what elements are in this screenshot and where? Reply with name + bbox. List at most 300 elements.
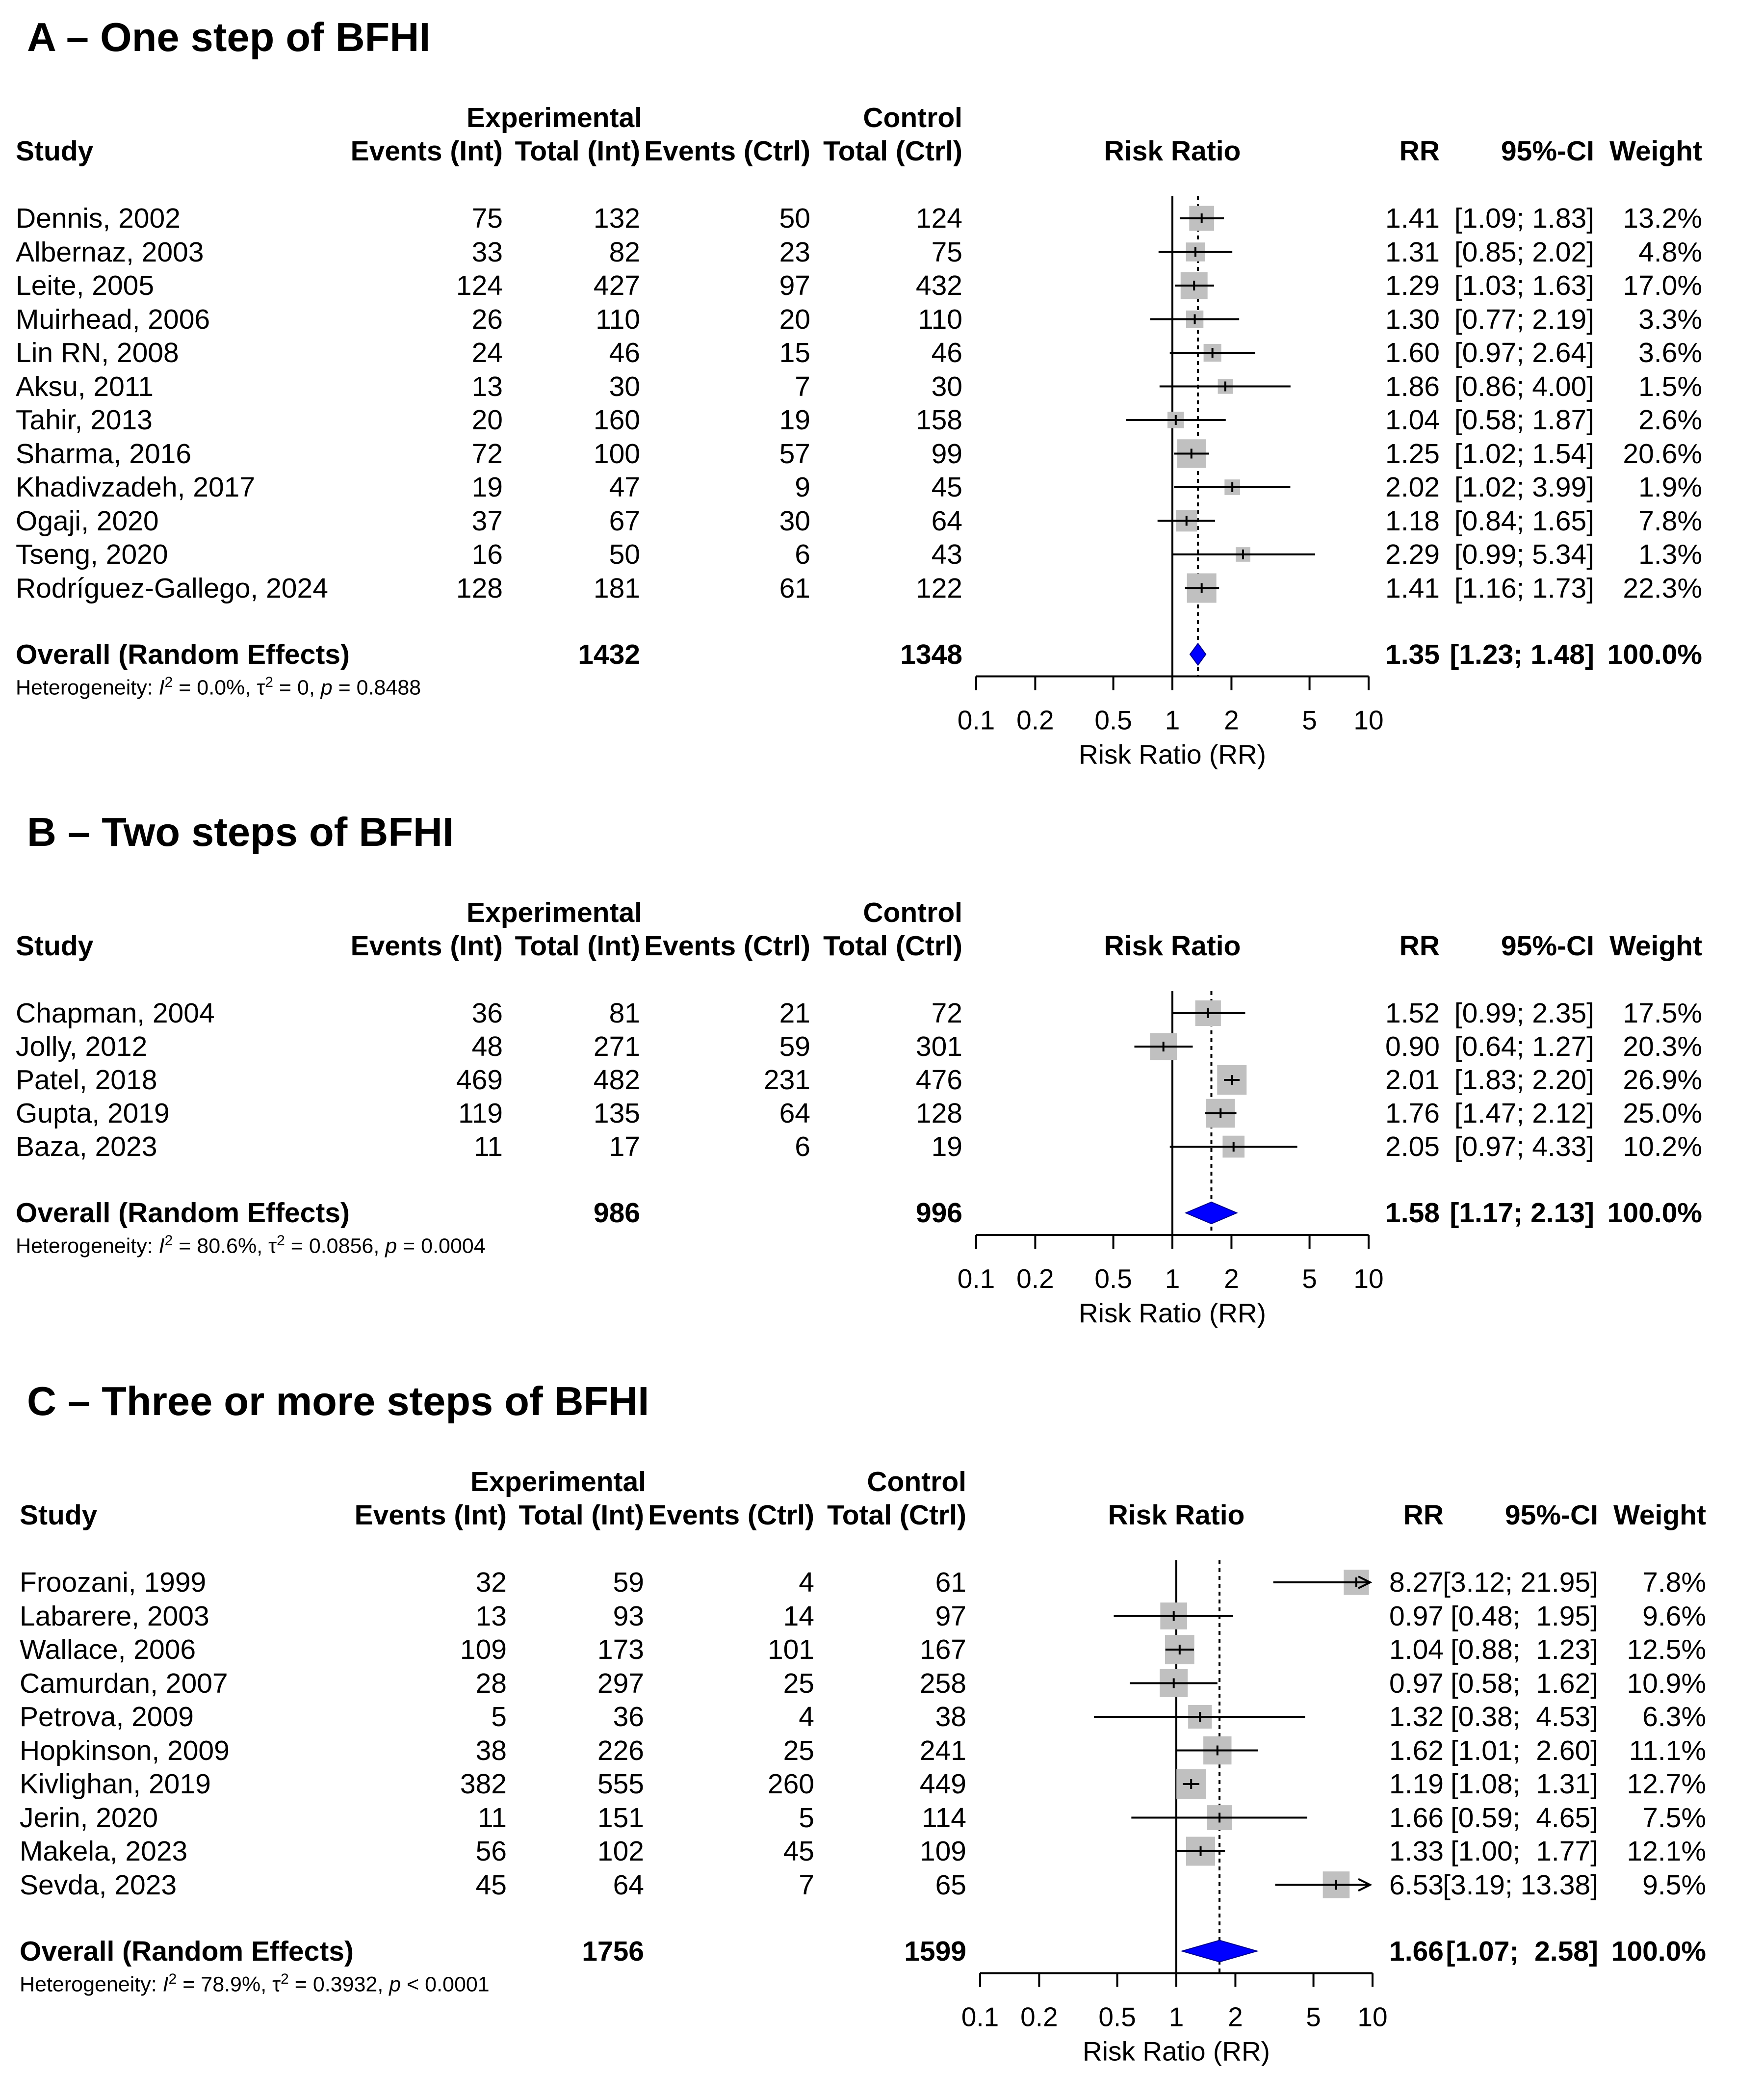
overall-ci: [1.07; 2.58] bbox=[1446, 1935, 1598, 1967]
study-name: Lin RN, 2008 bbox=[16, 337, 179, 368]
forest-panel-c: C – Three or more steps of BFHI Experimental Control Study Events (Int) Total (Int) Events (Ctrl) Total (Ctrl) Risk Ratio RR 95%-CI Weight Froozani, 1999 32 59 4 61 8.27 [3.12; 21.95] 7.8% Labarere, 2003 13 93 14 97 0.97 [0.48; 1.95] 9.6% Wallace, 2006 109 173 101 167 1.04 [0.88; 1.23] 12.5% Camurdan, 2007 28 297 25 258 0.97 [0.58; 1.62] 10.9% Petrova, 2009 5 36 4 38 1.32 [0.38; 4.53] 6.3% Hopkinson, 2009 38 226 25 241 1.62 [1.01; 2.60] 11.1% Kivlighan, 2019 382 555 260 449 1.19 [1.08; 1.31] 12.7% Jerin, 2020 11 151 5 114 1.66 [0.59; 4.65] 7.5% Makela, 2023 56 102 45 109 1.33 [1.00; 1.77] 12.1% Sevda, 2023 45 64 7 65 6.53 [3.19; 13.38] 9.5% Overall (Random Effects) 1756 1599 1.66 [1.07; 2.58] 100.0% Heterogeneity: $I^2 = 78.9\%$, $\tau^2 = 0.3932$, p < 0.0001 0.1 0.2 0.5 1 2 5 10 Risk Ratio (RR) bbox=[0, 1364, 1737, 2100]
events-int-cell: 28 bbox=[475, 1667, 507, 1699]
p-value: < 0.0001 bbox=[407, 1972, 490, 1996]
events-ctrl-cell: 231 bbox=[763, 1064, 810, 1096]
study-name: Camurdan, 2007 bbox=[20, 1667, 228, 1699]
header-rr: RR bbox=[1403, 1499, 1444, 1531]
header-total-int: Total (Int) bbox=[515, 930, 640, 962]
total-int-cell: 59 bbox=[613, 1567, 644, 1598]
x-tick-label: 1 bbox=[1168, 2001, 1184, 2032]
rr-cell: 1.25 bbox=[1385, 438, 1440, 470]
rr-cell: 1.30 bbox=[1385, 303, 1440, 335]
x-tick-label: 0.2 bbox=[1016, 705, 1054, 735]
total-ctrl-cell: 64 bbox=[931, 505, 962, 537]
total-ctrl-cell: 301 bbox=[915, 1031, 962, 1062]
ci-cell: [0.99; 5.34] bbox=[1454, 539, 1594, 570]
weight-cell: 1.5% bbox=[1638, 370, 1702, 402]
total-int-cell: 102 bbox=[597, 1836, 644, 1867]
overall-weight: 100.0% bbox=[1607, 638, 1702, 670]
weight-cell: 17.5% bbox=[1623, 998, 1702, 1029]
overall-rr: 1.66 bbox=[1389, 1935, 1444, 1967]
events-int-cell: 382 bbox=[460, 1768, 507, 1800]
rr-cell: 2.05 bbox=[1385, 1131, 1440, 1162]
total-ctrl-cell: 128 bbox=[915, 1098, 962, 1129]
events-ctrl-cell: 30 bbox=[779, 505, 810, 537]
x-axis-label: Risk Ratio (RR) bbox=[1079, 1298, 1266, 1328]
study-name: Tseng, 2020 bbox=[16, 539, 168, 570]
events-ctrl-cell: 25 bbox=[783, 1667, 814, 1699]
header-events-ctrl: Events (Ctrl) bbox=[644, 930, 810, 962]
total-ctrl-cell: 30 bbox=[931, 370, 962, 402]
total-ctrl-cell: 476 bbox=[915, 1064, 962, 1096]
events-ctrl-cell: 260 bbox=[767, 1768, 814, 1800]
events-ctrl-cell: 14 bbox=[783, 1600, 814, 1632]
header-events-int: Events (Int) bbox=[350, 930, 503, 962]
events-int-cell: 45 bbox=[475, 1869, 507, 1901]
ci-cell: [1.01; 2.60] bbox=[1450, 1734, 1598, 1766]
i2-value: 78.9% bbox=[201, 1972, 261, 1996]
total-int-cell: 46 bbox=[609, 337, 640, 368]
header-total-ctrl: Total (Ctrl) bbox=[827, 1499, 966, 1531]
events-ctrl-cell: 64 bbox=[779, 1098, 810, 1129]
total-ctrl-cell: 114 bbox=[922, 1802, 966, 1834]
header-events-int: Events (Int) bbox=[354, 1499, 507, 1531]
header-weight: Weight bbox=[1609, 135, 1702, 167]
total-int-cell: 297 bbox=[597, 1667, 644, 1699]
x-tick-label: 2 bbox=[1228, 2001, 1243, 2032]
events-ctrl-cell: 97 bbox=[779, 270, 810, 301]
rr-cell: 1.86 bbox=[1385, 370, 1440, 402]
events-ctrl-cell: 57 bbox=[779, 438, 810, 470]
total-int-cell: 181 bbox=[593, 572, 640, 604]
ci-cell: [1.00; 1.77] bbox=[1450, 1836, 1598, 1867]
heterogeneity-text: Heterogeneity: $I^2 = 80.6\%$, $\tau^2 = 0.0856$, p = 0.0004 bbox=[16, 1233, 486, 1258]
study-name: Makela, 2023 bbox=[20, 1836, 188, 1867]
rr-cell: 1.62 bbox=[1389, 1734, 1444, 1766]
i2-value: 0.0% bbox=[197, 675, 245, 699]
events-int-cell: 20 bbox=[471, 404, 503, 436]
ci-cell: [0.48; 1.95] bbox=[1450, 1600, 1598, 1632]
weight-cell: 3.3% bbox=[1638, 303, 1702, 335]
events-ctrl-cell: 7 bbox=[795, 370, 810, 402]
total-int-cell: 36 bbox=[613, 1701, 644, 1732]
heterogeneity-text: Heterogeneity: $I^2 = 0.0\%$, $\tau^2 = 0$, p = 0.8488 bbox=[16, 674, 421, 699]
header-weight: Weight bbox=[1609, 930, 1702, 962]
study-name: Jerin, 2020 bbox=[20, 1802, 158, 1834]
total-int-cell: 135 bbox=[593, 1098, 640, 1129]
header-ci: 95%-CI bbox=[1501, 930, 1594, 962]
x-axis-label: Risk Ratio (RR) bbox=[1079, 739, 1266, 770]
weight-cell: 1.9% bbox=[1638, 472, 1702, 503]
events-int-cell: 124 bbox=[456, 270, 503, 301]
total-int-cell: 110 bbox=[596, 303, 640, 335]
study-name: Muirhead, 2006 bbox=[16, 303, 210, 335]
total-int-cell: 64 bbox=[613, 1869, 644, 1901]
events-ctrl-cell: 25 bbox=[783, 1734, 814, 1766]
ci-cell: [0.86; 4.00] bbox=[1454, 370, 1594, 402]
total-ctrl-cell: 158 bbox=[915, 404, 962, 436]
study-name: Labarere, 2003 bbox=[20, 1600, 209, 1632]
header-rr: RR bbox=[1399, 930, 1440, 962]
events-int-cell: 33 bbox=[471, 236, 503, 268]
overall-total-int: 986 bbox=[593, 1197, 640, 1229]
weight-cell: 3.6% bbox=[1638, 337, 1702, 368]
rr-cell: 1.41 bbox=[1385, 572, 1440, 604]
total-ctrl-cell: 109 bbox=[919, 1836, 966, 1867]
events-int-cell: 469 bbox=[456, 1064, 503, 1096]
forest-panel-a: A – One step of BFHI Experimental Control Study Events (Int) Total (Int) Events (Ctrl) Total (Ctrl) Risk Ratio RR 95%-CI Weight Dennis, 2002 75 132 50 124 1.41 [1.09; 1.83] 13.2% Albernaz, 2003 33 82 23 75 1.31 [0.85; 2.02] 4.8% Leite, 2005 124 427 97 432 1.29 [1.03; 1.63] 17.0% Muirhead, 2006 26 110 20 110 1.30 [0.77; 2.19] 3.3% Lin RN, 2008 24 46 15 46 1.60 [0.97; 2.64] 3.6% Aksu, 2011 13 30 7 30 1.86 [0.86; 4.00] 1.5% Tahir, 2013 20 160 19 158 1.04 [0.58; 1.87] 2.6% Sharma, 2016 72 100 57 99 1.25 [1.02; 1.54] 20.6% Khadivzadeh, 2017 19 47 9 45 2.02 [1.02; 3.99] 1.9% Ogaji, 2020 37 67 30 64 1.18 [0.84; 1.65] 7.8% Tseng, 2020 16 50 6 43 2.29 [0.99; 5.34] 1.3% Rodríguez-Gallego, 2024 128 181 61 122 1.41 [1.16; 1.73] 22.3% Overall (Random Effects) 1432 1348 1.35 [1.23; 1.48] 100.0% Heterogeneity: $I^2 = 0.0\%$, $\tau^2 = 0$, p = 0.8488 0.1 0.2 0.5 1 2 5 10 Risk Ratio (RR) bbox=[0, 0, 1737, 736]
total-ctrl-cell: 241 bbox=[919, 1734, 966, 1766]
weight-cell: 22.3% bbox=[1623, 572, 1702, 604]
ci-cell: [1.09; 1.83] bbox=[1454, 203, 1594, 234]
rr-cell: 2.29 bbox=[1385, 539, 1440, 570]
rr-cell: 1.33 bbox=[1389, 1836, 1444, 1867]
rr-cell: 2.01 bbox=[1385, 1064, 1440, 1096]
weight-cell: 12.7% bbox=[1627, 1768, 1706, 1800]
study-name: Kivlighan, 2019 bbox=[20, 1768, 211, 1800]
ci-cell: [1.08; 1.31] bbox=[1450, 1768, 1598, 1800]
study-name: Leite, 2005 bbox=[16, 270, 155, 301]
forest-panel-b: B – Two steps of BFHI Experimental Control Study Events (Int) Total (Int) Events (Ctrl) Total (Ctrl) Risk Ratio RR 95%-CI Weight Chapman, 2004 36 81 21 72 1.52 [0.99; 2.35] 17.5% Jolly, 2012 48 271 59 301 0.90 [0.64; 1.27] 20.3% Patel, 2018 469 482 231 476 2.01 [1.83; 2.20] 26.9% Gupta, 2019 119 135 64 128 1.76 [1.47; 2.12] 25.0% Baza, 2023 11 17 6 19 2.05 [0.97; 4.33] 10.2% Overall (Random Effects) 986 996 1.58 [1.17; 2.13] 100.0% Heterogeneity: $I^2 = 80.6\%$, $\tau^2 = 0.0856$, p = 0.0004 0.1 0.2 0.5 1 2 5 10 Risk Ratio (RR) bbox=[0, 795, 1737, 1531]
header-ci: 95%-CI bbox=[1501, 135, 1594, 167]
ci-cell: [0.99; 2.35] bbox=[1454, 998, 1594, 1029]
study-name: Jolly, 2012 bbox=[16, 1031, 148, 1062]
total-int-cell: 81 bbox=[609, 998, 640, 1029]
study-name: Sharma, 2016 bbox=[16, 438, 192, 470]
overall-diamond bbox=[1190, 644, 1206, 665]
ci-cell: [0.97; 2.64] bbox=[1454, 337, 1594, 368]
total-ctrl-cell: 19 bbox=[931, 1131, 962, 1162]
total-ctrl-cell: 432 bbox=[915, 270, 962, 301]
events-int-cell: 32 bbox=[475, 1567, 507, 1598]
rr-cell: 1.66 bbox=[1389, 1802, 1444, 1834]
ci-cell: [3.19; 13.38] bbox=[1443, 1869, 1598, 1901]
tau2-value: 0.3932 bbox=[312, 1972, 378, 1996]
x-tick-label: 0.2 bbox=[1016, 1263, 1054, 1294]
ci-cell: [1.16; 1.73] bbox=[1454, 572, 1594, 604]
overall-total-ctrl: 1599 bbox=[904, 1935, 966, 1967]
weight-cell: 9.6% bbox=[1642, 1600, 1706, 1632]
total-int-cell: 132 bbox=[593, 203, 640, 234]
x-tick-label: 0.5 bbox=[1094, 705, 1132, 735]
overall-total-int: 1432 bbox=[578, 638, 640, 670]
header-total-ctrl: Total (Ctrl) bbox=[823, 135, 962, 167]
ci-cell: [0.38; 4.53] bbox=[1450, 1701, 1598, 1732]
total-ctrl-cell: 449 bbox=[919, 1768, 966, 1800]
events-int-cell: 11 bbox=[477, 1802, 507, 1834]
total-ctrl-cell: 43 bbox=[931, 539, 962, 570]
header-control: Control bbox=[867, 1466, 966, 1497]
total-int-cell: 173 bbox=[597, 1634, 644, 1665]
header-events-ctrl: Events (Ctrl) bbox=[644, 135, 810, 167]
events-int-cell: 38 bbox=[475, 1734, 507, 1766]
header-study: Study bbox=[20, 1499, 98, 1531]
events-int-cell: 19 bbox=[471, 472, 503, 503]
ci-cell: [0.97; 4.33] bbox=[1454, 1131, 1594, 1162]
events-int-cell: 5 bbox=[491, 1701, 507, 1732]
study-name: Rodríguez-Gallego, 2024 bbox=[16, 572, 328, 604]
events-ctrl-cell: 19 bbox=[779, 404, 810, 436]
heterogeneity-text: Heterogeneity: $I^2 = 78.9\%$, $\tau^2 = 0.3932$, p < 0.0001 bbox=[20, 1970, 490, 1996]
total-int-cell: 555 bbox=[597, 1768, 644, 1800]
total-int-cell: 82 bbox=[609, 236, 640, 268]
rr-cell: 1.18 bbox=[1385, 505, 1440, 537]
x-tick-label: 2 bbox=[1224, 1263, 1239, 1294]
header-ci: 95%-CI bbox=[1504, 1499, 1598, 1531]
total-int-cell: 93 bbox=[613, 1600, 644, 1632]
ci-cell: [1.03; 1.63] bbox=[1454, 270, 1594, 301]
rr-cell: 1.52 bbox=[1385, 998, 1440, 1029]
ci-cell: [1.47; 2.12] bbox=[1454, 1098, 1594, 1129]
rr-cell: 1.04 bbox=[1385, 404, 1440, 436]
overall-label: Overall (Random Effects) bbox=[20, 1935, 354, 1967]
events-ctrl-cell: 50 bbox=[779, 203, 810, 234]
total-ctrl-cell: 75 bbox=[931, 236, 962, 268]
events-int-cell: 13 bbox=[475, 1600, 507, 1632]
weight-cell: 10.2% bbox=[1623, 1131, 1702, 1162]
ci-cell: [3.12; 21.95] bbox=[1443, 1567, 1598, 1598]
study-name: Froozani, 1999 bbox=[20, 1567, 207, 1598]
ci-cell: [1.02; 1.54] bbox=[1454, 438, 1594, 470]
header-study: Study bbox=[16, 135, 94, 167]
events-ctrl-cell: 9 bbox=[795, 472, 810, 503]
events-ctrl-cell: 6 bbox=[795, 1131, 810, 1162]
x-tick-label: 0.1 bbox=[961, 2001, 999, 2032]
events-int-cell: 24 bbox=[471, 337, 503, 368]
p-value: = 0.8488 bbox=[338, 675, 421, 699]
total-ctrl-cell: 167 bbox=[919, 1634, 966, 1665]
p-value: = 0.0004 bbox=[403, 1234, 486, 1258]
rr-cell: 1.29 bbox=[1385, 270, 1440, 301]
x-tick-label: 1 bbox=[1165, 1263, 1180, 1294]
weight-cell: 12.5% bbox=[1627, 1634, 1706, 1665]
weight-cell: 12.1% bbox=[1627, 1836, 1706, 1867]
total-ctrl-cell: 45 bbox=[931, 472, 962, 503]
total-int-cell: 151 bbox=[597, 1802, 644, 1834]
events-ctrl-cell: 5 bbox=[799, 1802, 814, 1834]
x-tick-label: 0.5 bbox=[1094, 1263, 1132, 1294]
rr-cell: 0.97 bbox=[1389, 1600, 1444, 1632]
study-name: Petrova, 2009 bbox=[20, 1701, 194, 1732]
study-name: Patel, 2018 bbox=[16, 1064, 157, 1096]
overall-label: Overall (Random Effects) bbox=[16, 638, 350, 670]
events-int-cell: 11 bbox=[473, 1131, 503, 1162]
study-name: Khadivzadeh, 2017 bbox=[16, 472, 256, 503]
events-int-cell: 13 bbox=[471, 370, 503, 402]
events-int-cell: 72 bbox=[471, 438, 503, 470]
header-events-ctrl: Events (Ctrl) bbox=[648, 1499, 814, 1531]
x-tick-label: 5 bbox=[1302, 705, 1317, 735]
total-int-cell: 160 bbox=[593, 404, 640, 436]
study-name: Tahir, 2013 bbox=[16, 404, 153, 436]
total-ctrl-cell: 61 bbox=[935, 1567, 966, 1598]
x-tick-label: 0.1 bbox=[957, 705, 995, 735]
weight-cell: 7.5% bbox=[1642, 1802, 1706, 1834]
tau2-value: 0 bbox=[297, 675, 309, 699]
events-int-cell: 26 bbox=[471, 303, 503, 335]
total-ctrl-cell: 110 bbox=[918, 303, 962, 335]
events-int-cell: 16 bbox=[471, 539, 503, 570]
total-int-cell: 17 bbox=[609, 1131, 640, 1162]
weight-cell: 17.0% bbox=[1623, 270, 1702, 301]
total-int-cell: 482 bbox=[593, 1064, 640, 1096]
x-tick-label: 10 bbox=[1353, 705, 1384, 735]
x-tick-label: 10 bbox=[1353, 1263, 1384, 1294]
events-int-cell: 48 bbox=[471, 1031, 503, 1062]
overall-rr: 1.58 bbox=[1385, 1197, 1440, 1229]
events-int-cell: 119 bbox=[458, 1098, 503, 1129]
events-ctrl-cell: 23 bbox=[779, 236, 810, 268]
i2-value: 80.6% bbox=[197, 1234, 257, 1258]
study-name: Ogaji, 2020 bbox=[16, 505, 159, 537]
ci-cell: [0.59; 4.65] bbox=[1450, 1802, 1598, 1834]
header-weight: Weight bbox=[1613, 1499, 1706, 1531]
events-int-cell: 37 bbox=[471, 505, 503, 537]
header-events-int: Events (Int) bbox=[350, 135, 503, 167]
overall-diamond bbox=[1186, 1202, 1237, 1224]
weight-cell: 13.2% bbox=[1623, 203, 1702, 234]
weight-cell: 7.8% bbox=[1642, 1567, 1706, 1598]
study-name: Hopkinson, 2009 bbox=[20, 1734, 230, 1766]
study-name: Wallace, 2006 bbox=[20, 1634, 196, 1665]
tau2-value: 0.0856 bbox=[309, 1234, 374, 1258]
events-int-cell: 75 bbox=[471, 203, 503, 234]
header-total-int: Total (Int) bbox=[515, 135, 640, 167]
x-axis-label: Risk Ratio (RR) bbox=[1083, 2036, 1270, 2067]
total-ctrl-cell: 72 bbox=[931, 998, 962, 1029]
study-name: Albernaz, 2003 bbox=[16, 236, 204, 268]
total-int-cell: 226 bbox=[597, 1734, 644, 1766]
weight-cell: 11.1% bbox=[1629, 1734, 1706, 1766]
total-ctrl-cell: 38 bbox=[935, 1701, 966, 1732]
ci-cell: [0.85; 2.02] bbox=[1454, 236, 1594, 268]
header-study: Study bbox=[16, 930, 94, 962]
panel-title: B – Two steps of BFHI bbox=[27, 809, 454, 855]
study-name: Dennis, 2002 bbox=[16, 203, 181, 234]
events-int-cell: 36 bbox=[471, 998, 503, 1029]
weight-cell: 2.6% bbox=[1638, 404, 1702, 436]
header-control: Control bbox=[863, 102, 962, 133]
ci-cell: [0.88; 1.23] bbox=[1450, 1634, 1598, 1665]
total-ctrl-cell: 122 bbox=[915, 572, 962, 604]
events-ctrl-cell: 45 bbox=[783, 1836, 814, 1867]
overall-weight: 100.0% bbox=[1607, 1197, 1702, 1229]
events-int-cell: 56 bbox=[475, 1836, 507, 1867]
x-tick-label: 0.5 bbox=[1098, 2001, 1136, 2032]
study-name: Baza, 2023 bbox=[16, 1131, 157, 1162]
header-total-ctrl: Total (Ctrl) bbox=[823, 930, 962, 962]
ci-cell: [0.84; 1.65] bbox=[1454, 505, 1594, 537]
ci-cell: [1.83; 2.20] bbox=[1454, 1064, 1594, 1096]
forest-plot-area bbox=[0, 1364, 1737, 2100]
weight-cell: 7.8% bbox=[1638, 505, 1702, 537]
ci-cell: [1.02; 3.99] bbox=[1454, 472, 1594, 503]
overall-diamond bbox=[1182, 1941, 1257, 1962]
rr-cell: 1.19 bbox=[1389, 1768, 1444, 1800]
events-ctrl-cell: 21 bbox=[779, 998, 810, 1029]
weight-cell: 1.3% bbox=[1638, 539, 1702, 570]
header-control: Control bbox=[863, 897, 962, 928]
rr-cell: 1.41 bbox=[1385, 203, 1440, 234]
rr-cell: 1.76 bbox=[1385, 1098, 1440, 1129]
weight-cell: 4.8% bbox=[1638, 236, 1702, 268]
forest-plot-area bbox=[0, 0, 1737, 770]
weight-cell: 26.9% bbox=[1623, 1064, 1702, 1096]
total-ctrl-cell: 46 bbox=[931, 337, 962, 368]
events-ctrl-cell: 101 bbox=[767, 1634, 814, 1665]
rr-cell: 1.60 bbox=[1385, 337, 1440, 368]
rr-cell: 1.31 bbox=[1385, 236, 1440, 268]
study-name: Chapman, 2004 bbox=[16, 998, 215, 1029]
rr-cell: 6.53 bbox=[1389, 1869, 1444, 1901]
ci-cell: [0.64; 1.27] bbox=[1454, 1031, 1594, 1062]
total-int-cell: 30 bbox=[609, 370, 640, 402]
total-int-cell: 100 bbox=[593, 438, 640, 470]
total-int-cell: 47 bbox=[609, 472, 640, 503]
weight-cell: 20.6% bbox=[1623, 438, 1702, 470]
x-tick-label: 0.1 bbox=[957, 1263, 995, 1294]
total-ctrl-cell: 258 bbox=[919, 1667, 966, 1699]
overall-label: Overall (Random Effects) bbox=[16, 1197, 350, 1229]
study-name: Gupta, 2019 bbox=[16, 1098, 170, 1129]
rr-cell: 0.90 bbox=[1385, 1031, 1440, 1062]
overall-ci: [1.23; 1.48] bbox=[1450, 638, 1594, 670]
events-ctrl-cell: 7 bbox=[799, 1869, 814, 1901]
x-tick-label: 10 bbox=[1357, 2001, 1388, 2032]
ci-cell: [0.58; 1.87] bbox=[1454, 404, 1594, 436]
events-ctrl-cell: 6 bbox=[795, 539, 810, 570]
events-ctrl-cell: 4 bbox=[799, 1567, 814, 1598]
total-int-cell: 50 bbox=[609, 539, 640, 570]
total-ctrl-cell: 99 bbox=[931, 438, 962, 470]
total-ctrl-cell: 124 bbox=[915, 203, 962, 234]
rr-cell: 1.32 bbox=[1389, 1701, 1444, 1732]
overall-rr: 1.35 bbox=[1385, 638, 1440, 670]
study-name: Sevda, 2023 bbox=[20, 1869, 177, 1901]
overall-ci: [1.17; 2.13] bbox=[1450, 1197, 1594, 1229]
study-name: Aksu, 2011 bbox=[16, 370, 154, 402]
overall-total-ctrl: 1348 bbox=[900, 638, 962, 670]
events-ctrl-cell: 15 bbox=[779, 337, 810, 368]
x-tick-label: 0.2 bbox=[1020, 2001, 1058, 2032]
rr-cell: 1.04 bbox=[1389, 1634, 1444, 1665]
overall-total-int: 1756 bbox=[582, 1935, 644, 1967]
weight-cell: 10.9% bbox=[1627, 1667, 1706, 1699]
ci-cell: [0.58; 1.62] bbox=[1450, 1667, 1598, 1699]
header-total-int: Total (Int) bbox=[519, 1499, 644, 1531]
weight-cell: 6.3% bbox=[1642, 1701, 1706, 1732]
total-int-cell: 271 bbox=[593, 1031, 640, 1062]
ci-cell: [0.77; 2.19] bbox=[1454, 303, 1594, 335]
rr-cell: 2.02 bbox=[1385, 472, 1440, 503]
events-int-cell: 109 bbox=[460, 1634, 507, 1665]
weight-cell: 25.0% bbox=[1623, 1098, 1702, 1129]
header-rr: RR bbox=[1399, 135, 1440, 167]
weight-cell: 9.5% bbox=[1642, 1869, 1706, 1901]
total-int-cell: 67 bbox=[609, 505, 640, 537]
events-ctrl-cell: 61 bbox=[779, 572, 810, 604]
total-ctrl-cell: 97 bbox=[935, 1600, 966, 1632]
x-tick-label: 2 bbox=[1224, 705, 1239, 735]
x-tick-label: 5 bbox=[1306, 2001, 1321, 2032]
events-int-cell: 128 bbox=[456, 572, 503, 604]
x-tick-label: 1 bbox=[1165, 705, 1180, 735]
panel-title: A – One step of BFHI bbox=[27, 14, 431, 60]
events-ctrl-cell: 59 bbox=[779, 1031, 810, 1062]
events-ctrl-cell: 4 bbox=[799, 1701, 814, 1732]
overall-weight: 100.0% bbox=[1611, 1935, 1706, 1967]
rr-cell: 0.97 bbox=[1389, 1667, 1444, 1699]
